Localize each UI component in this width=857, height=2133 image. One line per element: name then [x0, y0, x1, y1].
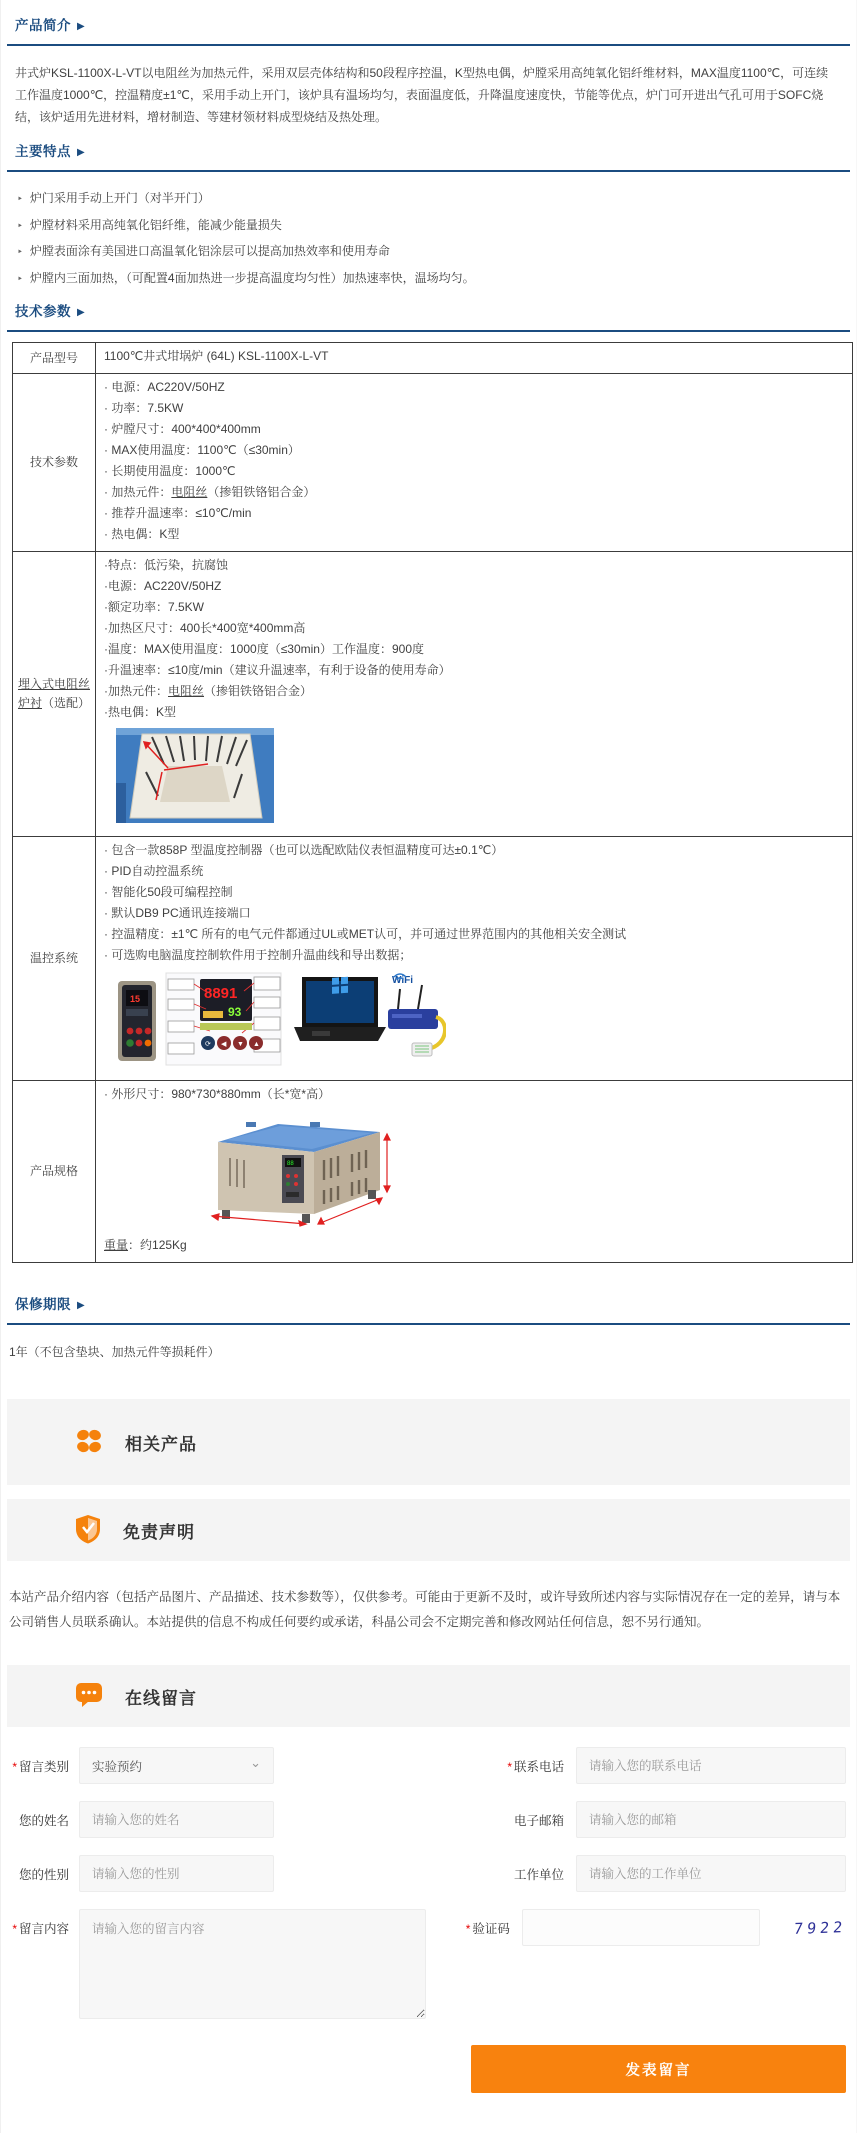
required-mark: * — [12, 1922, 17, 1936]
gender-label: 您的性别 — [18, 1867, 69, 1882]
svg-text:▼: ▼ — [237, 1041, 244, 1048]
spec-line: · 功率：7.5KW — [104, 401, 184, 415]
resistance-wire-link[interactable]: 电阻丝 — [171, 485, 208, 499]
captcha-input[interactable] — [522, 1909, 760, 1946]
intro-paragraph: 井式炉KSL-1100X-L-VT以电阻丝为加热元件，采用双层壳体结构和50段程序控温，K型热电偶，炉膛采用高纯氧化铝纤维材料，MAX温度1100℃，可连续工作温度1000℃，控温精度±1℃，采用手动上开门，该炉具有温场均匀，表面温度低，升降温度速度快，节能等优点，炉门可开进出气孔可用于SOFC烧结，该炉适用先进材料，增材制造、等建材领材料成型烧结及热处理。 — [15, 66, 829, 124]
email-input[interactable] — [576, 1801, 846, 1838]
table-row-model — [13, 343, 853, 374]
wifi-label: WiFi — [392, 975, 414, 986]
table-row-tech — [13, 374, 853, 552]
section-title-features — [7, 140, 850, 160]
gender-input[interactable] — [79, 1855, 274, 1892]
table-row-controls — [13, 837, 853, 1081]
email-label: 电子邮箱 — [513, 1813, 564, 1828]
feature-item: ‣ 炉膛材料采用高纯氧化铝纤维，能减少能量损失 — [17, 217, 282, 232]
section-arrow-icon: ▶ — [77, 21, 86, 32]
spec-line: · 炉膛尺寸：400*400*400mm — [104, 422, 261, 436]
section-title-warranty — [7, 1293, 850, 1313]
controller-display-sub: 93 — [228, 1005, 242, 1019]
spec-line: ·加热元件：电阻丝（掺钼铁铬铝合金） — [104, 684, 313, 698]
related-products-header — [7, 1399, 850, 1485]
section-intro — [7, 14, 850, 134]
weight-line: 重量：约125Kg — [104, 1238, 187, 1252]
row-label: 埋入式电阻丝炉衬（选配） — [13, 552, 96, 837]
resistance-wire-link[interactable]: 电阻丝 — [168, 684, 205, 698]
feature-item: ‣ 炉膛内三面加热，（可配置4面加热进一步提高温度均匀性）加热速率快，温场均匀。 — [17, 270, 475, 285]
spec-line: · 热电偶：K型 — [104, 527, 180, 541]
furnace-product-image — [190, 1110, 844, 1231]
bullet-icon: ‣ — [17, 194, 23, 205]
chat-bubble-icon — [75, 1682, 103, 1711]
row-label: 产品规格 — [13, 1081, 96, 1263]
related-products-title: 相关产品 — [125, 1434, 197, 1454]
submit-message-button[interactable]: 发表留言 — [471, 2045, 846, 2093]
section-specs — [7, 300, 850, 1263]
feature-item: ‣ 炉门采用手动上开门（对半开门） — [17, 191, 210, 205]
warranty-text: 1年（不包含垫块、加热元件等损耗件） — [9, 1345, 220, 1359]
bullet-icon: ‣ — [17, 220, 23, 232]
company-input[interactable] — [576, 1855, 846, 1892]
svg-text:⟳: ⟳ — [205, 1041, 211, 1048]
controller-display-main: 8891 — [204, 985, 238, 1002]
spec-line: · 智能化50段可编程控制 — [104, 885, 233, 899]
captcha-code-image[interactable]: 7922 — [792, 1917, 848, 1938]
shield-icon — [75, 1514, 101, 1547]
company-label: 工作单位 — [513, 1867, 564, 1882]
section-title-specs — [7, 300, 850, 320]
message-board-title: 在线留言 — [125, 1688, 197, 1708]
name-label: 您的姓名 — [18, 1813, 69, 1828]
row-label: 温控系统 — [13, 837, 96, 1081]
spec-table — [12, 342, 853, 1263]
spec-line: · 外形尺寸：980*730*880mm（长*宽*高） — [104, 1087, 331, 1101]
spec-line: ·温度：MAX使用温度：1000度（≤30min）工作温度：900度 — [104, 642, 424, 656]
spec-line: ·特点：低污染，抗腐蚀 — [104, 558, 228, 572]
spec-line: · 包含一款858P 型温度控制器（也可以选配欧陆仪表恒温精度可达±0.1℃） — [104, 843, 504, 857]
feature-item: ‣ 炉膛表面涂有美国进口高温氧化铝涂层可以提高加热效率和使用寿命 — [17, 244, 390, 258]
section-title-intro — [7, 14, 850, 34]
spec-line: ·额定功率：7.5KW — [104, 600, 205, 614]
section-divider — [7, 330, 850, 332]
spec-line: · 推荐升温速率：≤10℃/min — [104, 506, 252, 520]
message-board-header — [7, 1665, 850, 1727]
svg-text:15: 15 — [130, 994, 141, 1004]
spec-line: ·电源：AC220V/50HZ — [104, 579, 222, 593]
section-title-text: 主要特点 — [15, 144, 71, 159]
section-features — [7, 140, 850, 294]
spec-line: ·热电偶：K型 — [104, 705, 177, 719]
required-mark: * — [507, 1759, 512, 1774]
svg-text:88: 88 — [287, 1161, 294, 1167]
spec-line: · 可选购电脑温度控制软件用于控制升温曲线和导出数据； — [104, 948, 412, 962]
phone-label: * 联系电话 — [507, 1759, 564, 1774]
model-value: 1100℃井式坩埚炉 (64L) KSL-1100X-L-VT — [104, 349, 329, 363]
message-label: * 留言内容 — [12, 1922, 69, 1936]
spec-line: · 长期使用温度：1000℃ — [104, 464, 236, 478]
spec-line: · PID自动控温系统 — [104, 864, 204, 878]
bullet-icon: ‣ — [17, 247, 23, 258]
required-mark: * — [465, 1921, 471, 1936]
category-selected-value: 实验预约 — [92, 1759, 143, 1774]
spec-line: ·升温速率：≤10度/min（建议升温速率，有利于设备的使用寿命） — [104, 663, 451, 677]
section-arrow-icon: ▶ — [77, 147, 86, 158]
row-label: 产品型号 — [13, 343, 96, 374]
disclaimer-title: 免责声明 — [123, 1522, 195, 1542]
svg-text:▲: ▲ — [253, 1041, 260, 1048]
chevron-down-icon: ⌄ — [250, 1754, 261, 1770]
required-mark: * — [12, 1759, 17, 1774]
disclaimer-text: 本站产品介绍内容（包括产品图片、产品描述、技术参数等），仅供参考。可能由于更新不及时，或许导致所述内容与实际情况存在一定的差异，请与本公司销售人员联系确认。本站提供的信息不构成任何要约或承诺，科晶公司会不定期完善和修改网站任何信息，恕不另行通知。 — [9, 1590, 841, 1629]
spec-line: · 控温精度：±1℃ 所有的电气元件都通过UL或MET认可，并可通过世界范围内的其他相关安全测试 — [104, 927, 627, 941]
message-form — [7, 1747, 850, 2093]
section-arrow-icon: ▶ — [77, 1300, 86, 1311]
spec-line: · 默认DB9 PC通讯连接端口 — [104, 906, 251, 920]
category-label: * 留言类别 — [12, 1759, 69, 1774]
row-label: 技术参数 — [13, 374, 96, 552]
captcha-label: * 验证码 — [465, 1921, 510, 1936]
section-title-text: 保修期限 — [15, 1297, 71, 1312]
temperature-controller-images — [116, 971, 844, 1070]
spec-line: ·加热区尺寸：400长*400宽*400mm高 — [104, 621, 306, 635]
message-textarea[interactable] — [79, 1909, 426, 2019]
spec-line: · 电源：AC220V/50HZ — [104, 380, 225, 394]
related-products-icon — [75, 1427, 103, 1458]
furnace-liner-image — [116, 728, 844, 826]
disclaimer-header — [7, 1499, 850, 1561]
liner-link[interactable]: 埋入式电阻丝炉衬 — [17, 677, 90, 710]
category-select[interactable] — [79, 1747, 274, 1784]
section-warranty — [7, 1293, 850, 1369]
bullet-icon: ‣ — [17, 273, 23, 285]
table-row-liner — [13, 552, 853, 837]
spec-line: · 加热元件：电阻丝（掺钼铁铬铝合金） — [104, 485, 316, 499]
section-title-text: 产品简介 — [15, 18, 71, 33]
section-title-text: 技术参数 — [15, 304, 71, 319]
svg-text:◀: ◀ — [221, 1041, 227, 1048]
phone-input[interactable] — [576, 1747, 846, 1784]
weight-link[interactable]: 重量 — [104, 1238, 129, 1252]
name-input[interactable] — [79, 1801, 274, 1838]
spec-line: · MAX使用温度：1100℃（≤30min） — [104, 443, 300, 457]
table-row-product-spec — [13, 1081, 853, 1263]
section-arrow-icon: ▶ — [77, 307, 86, 318]
feature-list — [7, 172, 850, 294]
